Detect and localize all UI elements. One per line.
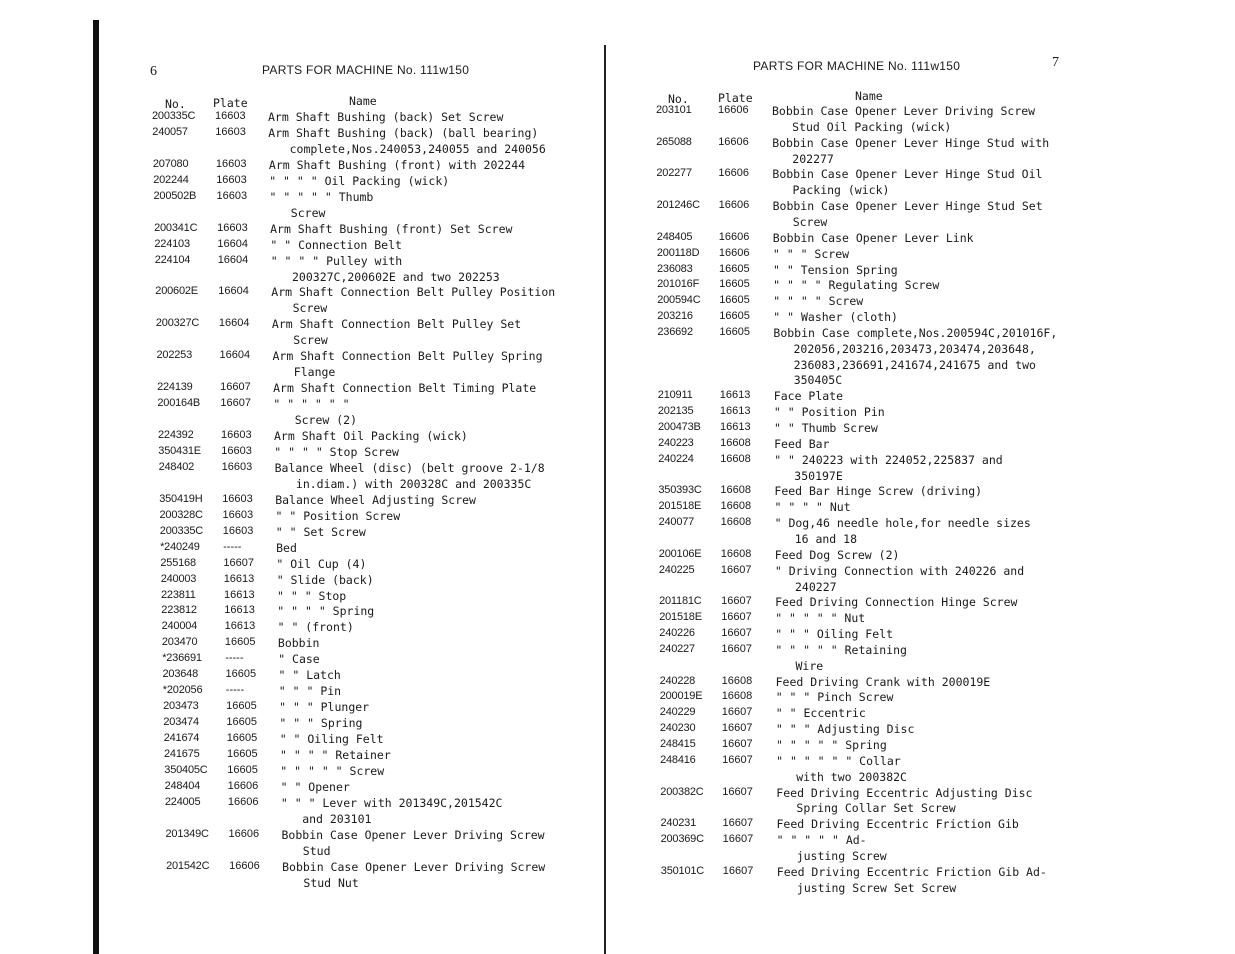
plate-number: 16607 (721, 706, 753, 719)
part-number: 240227 (659, 642, 695, 655)
part-name: Screw (792, 214, 828, 229)
part-number: 201349C (165, 827, 209, 840)
part-name: " Dog,46 needle hole,for needle sizes (774, 516, 1031, 531)
part-name: Screw (2) (294, 413, 357, 428)
part-name: Bobbin Case Opener Lever Driving Screw (772, 104, 1036, 118)
part-number: 201246C (656, 199, 700, 212)
part-name: Screw (293, 333, 328, 348)
part-name: " " (front) (277, 620, 354, 635)
part-number: 241674 (163, 732, 200, 745)
plate-number: 16606 (718, 199, 750, 212)
part-name: Arm Shaft Bushing (front) with 202244 (268, 157, 526, 172)
part-name: Balance Wheel (disc) (belt groove 2-1/8 (274, 460, 545, 475)
part-number: 203473 (163, 700, 199, 713)
part-name: 350405C (793, 373, 843, 388)
part-name: Arm Shaft Connection Belt Pulley Set (271, 317, 522, 332)
part-name: " " " Adjusting Disc (775, 722, 915, 737)
part-name: Bobbin (277, 636, 320, 651)
plate-number: 16608 (720, 516, 752, 529)
plate-number: 16613 (719, 389, 751, 402)
part-name: 200327C,200602E and two 202253 (292, 269, 500, 284)
plate-number: 16603 (222, 492, 253, 505)
part-number: 350405C (164, 763, 208, 776)
part-name: " " " " " " Collar (776, 753, 901, 768)
part-name: Stud Nut (303, 875, 359, 890)
part-number: 240225 (658, 563, 695, 576)
plate-number: 16604 (219, 349, 251, 362)
part-name: Arm Shaft Connection Belt Pulley Position (271, 285, 556, 300)
part-number: 201542C (166, 859, 210, 872)
part-name: Spring Collar Set Screw (796, 801, 956, 816)
part-number: 223812 (161, 604, 197, 617)
part-name: Balance Wheel Adjusting Screw (275, 492, 476, 507)
plate-number: 16613 (223, 572, 255, 585)
part-number: 200335C (159, 524, 204, 537)
part-name: " " Latch (278, 668, 341, 683)
page-number: 6 (150, 64, 157, 79)
part-number: 200106E (658, 547, 702, 560)
part-name: Stud Oil Packing (wick) (792, 119, 952, 134)
part-number: 248416 (660, 753, 696, 766)
plate-number: 16604 (217, 253, 249, 266)
plate-number: 16605 (719, 262, 750, 275)
part-number: 200327C (155, 317, 200, 330)
part-name: " " " Pinch Screw (775, 690, 894, 705)
part-number: 236692 (657, 325, 693, 338)
part-name: " " " " " " (273, 397, 350, 412)
part-number: 265088 (656, 135, 692, 148)
part-name: " Case (278, 652, 320, 667)
part-name: " " Connection Belt (270, 237, 402, 252)
plate-number: 16603 (215, 110, 246, 122)
part-number: 240228 (659, 674, 696, 687)
plate-number: 16606 (227, 795, 259, 808)
part-name: 202277 (792, 151, 834, 166)
part-name: " " " " " Retaining (775, 642, 907, 657)
column-header-no: No. (165, 97, 186, 111)
plate-number: 16603 (222, 508, 254, 521)
part-name: " " " Stop (277, 588, 347, 603)
plate-number: 16608 (721, 674, 753, 687)
part-name: Feed Driving Eccentric Adjusting Disc (776, 785, 1033, 800)
part-name: " " " Plunger (279, 700, 370, 715)
part-number: 240077 (658, 516, 695, 529)
part-number: 203101 (656, 104, 692, 116)
part-name: " " " Lever with 201349C,201542C (280, 795, 503, 810)
plate-number: 16605 (719, 310, 750, 323)
part-name: " " " " " Thumb (269, 189, 374, 204)
part-name: Arm Shaft Connection Belt Timing Plate (273, 381, 537, 396)
part-number: 200164B (157, 397, 201, 410)
part-name: 350197E (794, 468, 843, 483)
part-number: 240057 (152, 125, 188, 138)
part-name: " " " " " Spring (776, 738, 887, 752)
part-name: " " Position Pin (773, 405, 885, 420)
part-number: 201181C (659, 595, 702, 608)
part-name: Feed Driving Eccentric Friction Gib (776, 817, 1019, 832)
part-number: 224392 (158, 429, 194, 441)
left-page (0, 0, 600, 954)
plate-number: 16606 (718, 104, 749, 116)
plate-number: 16606 (718, 135, 749, 148)
part-name: 202056,203216,203473,203474,203648, (793, 341, 1036, 356)
column-header-no: No. (668, 92, 689, 106)
plate-number: 16607 (722, 833, 754, 846)
plate-number: 16607 (720, 563, 752, 576)
part-name: Bobbin Case Opener Lever Link (772, 230, 974, 245)
part-name: Screw (290, 205, 326, 220)
plate-number: 16607 (721, 627, 752, 640)
part-name: Bobbin Case Opener Lever Driving Screw (282, 859, 546, 874)
part-name: in.diam.) with 200328C and 200335C (295, 476, 532, 491)
part-name: 236083,236691,241674,241675 and two (793, 357, 1036, 372)
part-name: Bobbin Case Opener Lever Hinge Stud Oil (772, 167, 1043, 182)
part-number: 350393C (658, 484, 702, 497)
part-name: 240227 (795, 579, 837, 594)
plate-number: 16605 (227, 763, 258, 776)
part-name: " Slide (back) (276, 572, 374, 587)
plate-number: 16604 (217, 237, 248, 250)
part-name: " " " Oiling Felt (775, 627, 893, 642)
part-name: Screw (292, 301, 328, 316)
plate-number: 16605 (719, 294, 750, 307)
part-name: Wire (795, 658, 824, 673)
plate-number: 16607 (721, 642, 752, 655)
part-number: 240229 (659, 706, 696, 719)
plate-number: 16606 (718, 246, 750, 259)
plate-number: 16603 (222, 524, 254, 537)
part-number: 224139 (157, 381, 193, 394)
part-name: Bobbin Case complete,Nos.200594C,201016F, (773, 325, 1058, 340)
part-name: Bobbin Case Opener Lever Hinge Stud with (772, 135, 1050, 150)
part-number: 240224 (658, 452, 694, 465)
plate-number: 16607 (721, 595, 752, 608)
plate-number: 16608 (720, 500, 752, 513)
plate-number: 16603 (221, 460, 253, 473)
part-number: 207080 (152, 157, 189, 170)
plate-number: 16603 (216, 173, 247, 186)
part-number: 202277 (656, 167, 692, 180)
part-name: Stud (302, 843, 331, 858)
part-name: " " Oiling Felt (279, 732, 384, 747)
part-number: 248402 (158, 460, 195, 473)
plate-number: 16603 (217, 221, 248, 234)
plate-number: 16603 (216, 189, 248, 202)
plate-number: 16606 (227, 779, 259, 792)
part-number: 224103 (154, 237, 190, 250)
part-name: Packing (wick) (792, 183, 890, 198)
part-number: 200341C (154, 221, 198, 234)
part-name: " " " " Screw (773, 294, 864, 309)
part-name: Feed Bar Hinge Screw (driving) (774, 484, 983, 499)
part-name: justing Screw (796, 848, 887, 863)
plate-number: 16607 (722, 753, 753, 766)
plate-number: 16605 (226, 716, 257, 729)
part-number: *236691 (162, 652, 202, 665)
part-name: Arm Shaft Bushing (back) Set Screw (268, 110, 504, 124)
part-name: " " " " Retainer (280, 748, 391, 762)
part-name: " " " " Pulley with (270, 253, 403, 268)
plate-number: 16603 (221, 429, 252, 441)
part-name: Feed Driving Eccentric Friction Gib Ad- (776, 864, 1047, 879)
plate-number: 16613 (224, 604, 255, 617)
part-name: " " " Pin (278, 684, 342, 699)
column-header-plate: Plate (213, 96, 248, 110)
page-header: PARTS FOR MACHINE No. 111w150 (262, 63, 470, 77)
plate-number: 16607 (721, 611, 752, 624)
part-number: 241675 (164, 748, 200, 760)
part-name: " " " " " Nut (775, 611, 866, 626)
plate-number: 16607 (722, 785, 753, 798)
plate-number: 16607 (220, 397, 251, 410)
part-name: " " " " Regulating Screw (773, 278, 940, 293)
part-name: Feed Dog Screw (2) (774, 547, 900, 562)
plate-number: 16606 (229, 859, 260, 872)
plate-number: 16606 (228, 827, 260, 840)
plate-number: ----- (225, 684, 245, 697)
plate-number: 16605 (224, 636, 256, 649)
part-number: 350101C (660, 864, 705, 877)
part-name: " " 240223 with 224052,225837 and (774, 452, 1003, 467)
part-number: 200473B (658, 421, 701, 433)
part-name: " " Tension Spring (773, 262, 898, 277)
plate-number: 16608 (720, 452, 751, 465)
right-page (600, 0, 1235, 954)
part-number: 255168 (160, 556, 196, 569)
part-number: 224005 (164, 795, 201, 808)
plate-number: 16607 (722, 738, 753, 750)
part-name: complete,Nos.240053,240055 and 240056 (289, 141, 546, 156)
part-name: " " " " Nut (774, 500, 851, 515)
plate-number: 16607 (722, 817, 754, 830)
part-number: 202135 (657, 405, 694, 418)
part-number: 350431E (158, 444, 201, 457)
plate-number: 16608 (720, 547, 752, 560)
part-number: 240004 (161, 620, 198, 633)
part-number: 210911 (657, 389, 693, 402)
part-name: " " Washer (cloth) (773, 310, 898, 325)
plate-number: 16605 (719, 278, 750, 291)
part-name: " " " " Oil Packing (wick) (269, 173, 450, 188)
part-number: 223811 (161, 588, 196, 601)
part-number: 200382C (660, 785, 704, 798)
plate-number: 16608 (720, 436, 751, 449)
part-name: Feed Bar (774, 436, 830, 451)
part-name: " " " " " Screw (280, 763, 385, 778)
plate-number: 16608 (721, 690, 753, 703)
part-number: 248404 (164, 779, 201, 792)
plate-number: 16613 (719, 405, 751, 418)
part-name: " " " " " Ad- (776, 833, 867, 848)
plate-number: ----- (223, 540, 242, 553)
plate-number: 16605 (227, 748, 258, 760)
part-number: 200502B (153, 189, 197, 202)
part-name: " " Eccentric (775, 706, 866, 721)
part-name: " " " " Spring (277, 604, 375, 619)
part-number: *202056 (162, 684, 203, 697)
plate-number: 16613 (720, 421, 751, 433)
column-header-plate: Plate (718, 91, 753, 105)
part-name: " " " Spring (279, 716, 363, 731)
part-name: and 203101 (302, 811, 372, 826)
plate-number: 16607 (223, 556, 254, 569)
part-name: Bobbin Case Opener Lever Driving Screw (281, 827, 545, 842)
part-number: 240223 (658, 436, 694, 449)
part-name: Arm Shaft Bushing (front) Set Screw (270, 221, 513, 236)
part-name: justing Screw Set Screw (796, 880, 957, 895)
part-name: Arm Shaft Connection Belt Pulley Spring (272, 349, 543, 364)
part-number: 203470 (161, 636, 198, 649)
part-number: 202244 (153, 173, 189, 186)
plate-number: 16608 (720, 484, 751, 497)
part-number: 248405 (656, 230, 693, 243)
part-name: " " " " Stop Screw (274, 444, 399, 459)
part-name: Arm Shaft Oil Packing (wick) (274, 429, 468, 443)
part-number: 200602E (155, 285, 198, 298)
part-number: 240231 (660, 817, 697, 830)
part-number: 248415 (660, 738, 696, 750)
part-number: 201518E (659, 611, 702, 624)
plate-number: 16613 (224, 620, 256, 633)
plate-number: 16607 (721, 722, 753, 735)
part-number: 200594C (657, 294, 701, 307)
part-number: 203474 (163, 716, 199, 729)
plate-number: ----- (225, 652, 244, 665)
plate-number: 16605 (225, 668, 257, 681)
part-number: *240249 (160, 540, 200, 553)
part-name: with two 200382C (796, 769, 907, 784)
part-name: " " " Screw (772, 246, 850, 261)
part-number: 224104 (154, 253, 191, 266)
plate-number: 16605 (719, 325, 750, 338)
part-name: " " Set Screw (275, 524, 366, 539)
part-number: 240226 (659, 627, 695, 640)
part-name: Face Plate (773, 389, 844, 404)
part-number: 200019E (659, 690, 703, 703)
plate-number: 16607 (722, 864, 754, 877)
plate-number: 16607 (220, 381, 251, 394)
part-number: 200369C (660, 833, 704, 846)
part-name: 16 and 18 (794, 531, 857, 546)
page-header: PARTS FOR MACHINE No. 111w150 (753, 59, 961, 73)
plate-number: 16604 (218, 317, 250, 330)
part-number: 201016F (657, 278, 700, 291)
part-number: 240003 (160, 572, 197, 585)
part-number: 236083 (657, 262, 693, 275)
part-number: 350419H (159, 492, 203, 505)
plate-number: 16606 (718, 230, 750, 243)
page-edge-line (604, 45, 606, 954)
page-edge-shadow (93, 20, 99, 954)
plate-number: 16613 (224, 588, 255, 601)
part-name: Bed (276, 540, 297, 555)
part-name: " " Opener (280, 779, 350, 794)
part-name: Feed Driving Connection Hinge Screw (775, 595, 1018, 610)
part-number: 200328C (159, 508, 203, 521)
column-header-name: Name (349, 94, 377, 108)
plate-number: 16604 (218, 285, 249, 298)
part-name: Flange (293, 365, 336, 380)
part-name: " " Thumb Screw (774, 421, 878, 435)
part-number: 202253 (156, 349, 193, 362)
part-number: 203648 (162, 668, 199, 681)
page-number: 7 (1052, 55, 1059, 70)
column-header-name: Name (855, 89, 883, 103)
plate-number: 16603 (215, 125, 246, 138)
plate-number: 16606 (718, 167, 749, 180)
plate-number: 16605 (226, 732, 258, 745)
part-name: " Oil Cup (4) (276, 556, 367, 571)
part-name: Arm Shaft Bushing (back) (ball bearing) (268, 125, 539, 140)
part-number: 240230 (659, 722, 696, 735)
part-name: Feed Driving Crank with 200019E (775, 674, 991, 689)
plate-number: 16605 (226, 700, 257, 713)
part-number: 200335C (152, 110, 196, 122)
plate-number: 16603 (221, 444, 252, 457)
part-number: 201518E (658, 500, 702, 513)
part-name: Bobbin Case Opener Lever Hinge Stud Set (772, 199, 1043, 214)
part-number: 203216 (657, 310, 693, 323)
plate-number: 16603 (215, 157, 247, 170)
part-name: " Driving Connection with 240226 and (774, 563, 1025, 578)
part-name: " " Position Screw (275, 508, 401, 523)
part-number: 200118D (656, 246, 700, 259)
